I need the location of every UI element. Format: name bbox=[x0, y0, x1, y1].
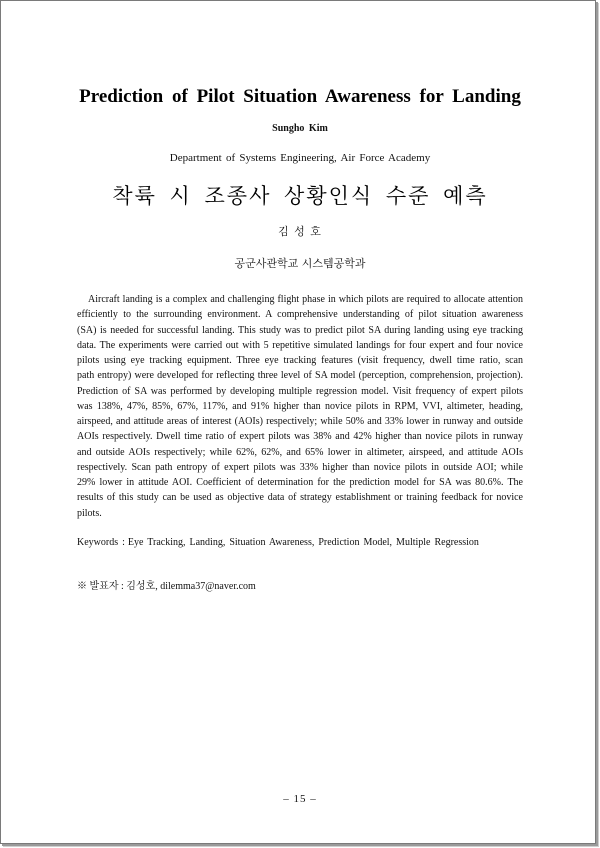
page-number: – 15 – bbox=[283, 793, 317, 805]
abstract-line: 29% lower in attitude AOI. Coefficient of determination for the prediction model for SA was 80.6%. The bbox=[77, 477, 523, 488]
paper-title-korean: 착륙 시 조종사 상황인식 수준 예측 bbox=[112, 184, 488, 208]
abstract-line: respectively. Scan path entropy of expert pilots was 33% higher than novice pilots in outside AOI; while bbox=[77, 461, 523, 473]
abstract-line: AOIs respectively. Dwell time ratio of expert pilots was 38% and 42% higher than novice pilots in runway bbox=[77, 431, 523, 443]
paper-title: Prediction of Pilot Situation Awareness for Landing bbox=[79, 86, 521, 107]
abstract-line: results of this study can be used as objective data of strategy establishment or training feedback for novice bbox=[77, 492, 523, 504]
keywords-separator: : bbox=[122, 537, 125, 548]
author-name-korean: 김 성 호 bbox=[278, 225, 322, 238]
keywords-label: Keywords bbox=[77, 537, 119, 548]
abstract-line: was 138%, 47%, 85%, 67%, 117%, and 91% higher than novice pilots in RPM, VVI, altimeter, heading, bbox=[77, 400, 523, 412]
abstract-line: Prediction of SA was performed by developing multiple regression model. Visit frequency of expert pilots bbox=[77, 385, 523, 397]
abstract-line: and outside AOIs respectively; while 62%, 62%, and 65% lower in altimeter, airspeed, and attitude AOIs bbox=[77, 446, 523, 458]
abstract-line: (SA) is needed for successful landing. This study was to predict pilot SA during landing using eye tracking bbox=[77, 324, 523, 336]
abstract-line: efficiently to the surrounding environment. A comprehensive understanding of pilot situation awareness bbox=[77, 309, 523, 321]
abstract bbox=[77, 292, 523, 521]
keywords-list: Eye Tracking, Landing, Situation Awareness, Prediction Model, Multiple Regression bbox=[127, 537, 479, 548]
keywords bbox=[77, 536, 523, 550]
abstract-line: data. The experiments were carried out with 5 repetitive simulated landings for four expert and four novice bbox=[77, 339, 523, 351]
abstract-line: pilots. bbox=[77, 507, 102, 519]
presenter-footnote: ※ 발표자 : 김성호, dilemma37@naver.com bbox=[77, 581, 256, 592]
author-affiliation: Department of Systems Engineering, Air Force Academy bbox=[169, 152, 431, 164]
abstract-line: path entropy) were developed for reflecting three level of SA model (perception, comprehension, projection). bbox=[77, 370, 523, 382]
abstract-line: Aircraft landing is a complex and challenging flight phase in which pilots are required to allocate attention bbox=[88, 294, 523, 305]
author-name: Sungho Kim bbox=[272, 123, 328, 134]
abstract-line: airspeed, and attitude areas of interest (AOIs) respectively; while 50% and 33% lower in runway and outside bbox=[77, 416, 523, 427]
abstract-line: pilots using eye tracking equipment. Three eye tracking features (visit frequency, dwell time ratio, scan bbox=[77, 355, 523, 366]
author-affiliation-korean: 공군사관학교 시스템공학과 bbox=[234, 257, 366, 270]
